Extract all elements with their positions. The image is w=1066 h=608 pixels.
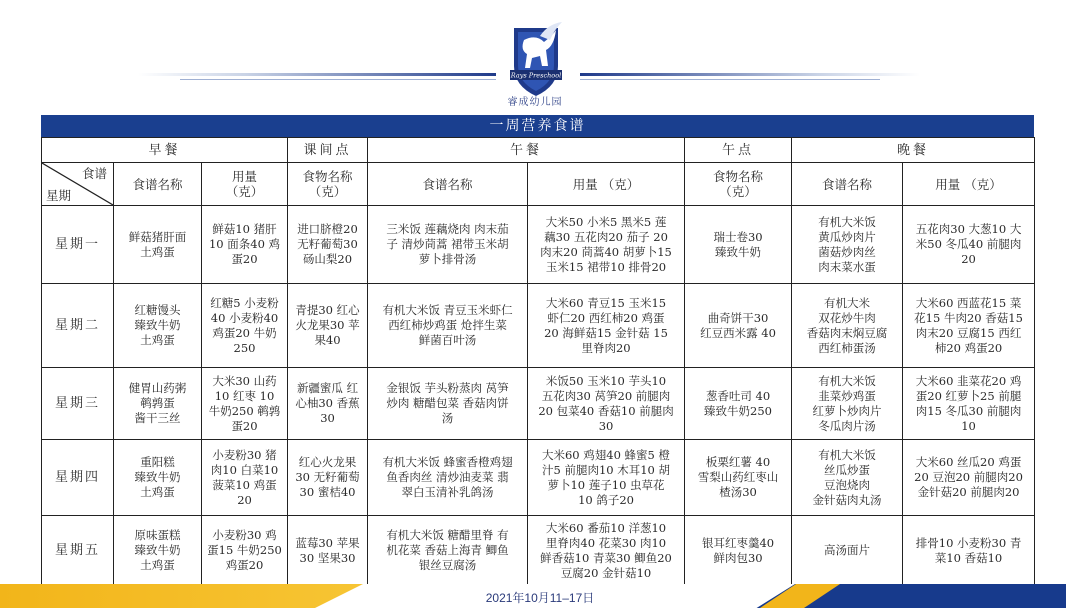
dinner-name-cell: 有机大米饭 黄瓜炒肉片 菌菇炒肉丝 肉末菜水蛋	[792, 206, 903, 284]
snack-cell: 青提30 红心 火龙果30 苹 果40	[288, 284, 368, 368]
afternoon-cell: 银耳红枣羹40 鲜肉包30	[685, 516, 792, 586]
snack-cell: 进口脐橙20 无籽葡萄30 砀山梨20	[288, 206, 368, 284]
section-afternoon: 午点	[685, 138, 792, 163]
day-cell: 星期四	[42, 440, 114, 516]
lunch-amount-cell: 大米60 鸡翅40 蜂蜜5 橙 汁5 前腿肉10 木耳10 胡 萝卜10 莲子10 虫草花 10 鸽子20	[528, 440, 685, 516]
day-row	[42, 516, 1035, 586]
breakfast-amount-cell: 红糖5 小麦粉 40 小麦粉40 鸡蛋20 牛奶 250	[202, 284, 288, 368]
breakfast-amount-cell: 大米30 山药 10 红枣 10 牛奶250 鹌鹑 蛋20	[202, 368, 288, 440]
day-row	[42, 206, 1035, 284]
header-dinner-amount: 用量 （克）	[903, 163, 1035, 206]
header-lunch-amount: 用量 （克）	[528, 163, 685, 206]
dinner-amount-cell: 大米60 丝瓜20 鸡蛋 20 豆泡20 前腿肉20 金针菇20 前腿肉20	[903, 440, 1035, 516]
day-row	[42, 368, 1035, 440]
page-title: 一周营养食谱	[41, 115, 1034, 137]
column-header-row	[42, 163, 1035, 206]
afternoon-cell: 板栗红薯 40 雪梨山药红枣山 楂汤30	[685, 440, 792, 516]
lunch-amount-cell: 大米60 番茄10 洋葱10 里脊肉40 花菜30 肉10 鲜香菇10 青菜30 鲫鱼20 豆腐20 金针菇10	[528, 516, 685, 586]
day-cell: 星期二	[42, 284, 114, 368]
day-row	[42, 284, 1035, 368]
corner-label-recipe: 食谱	[81, 166, 107, 181]
section-lunch: 午餐	[368, 138, 685, 163]
header-breakfast-name: 食谱名称	[114, 163, 202, 206]
breakfast-name-cell: 原味蛋糕 臻致牛奶 土鸡蛋	[114, 516, 202, 586]
section-snack: 课间点	[288, 138, 368, 163]
lunch-name-cell: 三米饭 莲藕烧肉 肉末茄 子 清炒茼蒿 裙带玉米胡 萝卜排骨汤	[368, 206, 528, 284]
lunch-name-cell: 有机大米饭 糖醋里脊 有 机花菜 香菇上海青 鲫鱼 银丝豆腐汤	[368, 516, 528, 586]
header-lunch-name: 食谱名称	[368, 163, 528, 206]
breakfast-name-cell: 重阳糕 臻致牛奶 土鸡蛋	[114, 440, 202, 516]
svg-text:Rays Preschool: Rays Preschool	[510, 71, 562, 80]
afternoon-cell: 瑞士卷30 臻致牛奶	[685, 206, 792, 284]
snack-cell: 新疆蜜瓜 红 心柚30 香蕉 30	[288, 368, 368, 440]
lunch-name-cell: 金银饭 芋头粉蒸肉 莴笋 炒肉 糖醋包菜 香菇肉饼 汤	[368, 368, 528, 440]
breakfast-amount-cell: 小麦粉30 猪 肉10 白菜10 菠菜10 鸡蛋 20	[202, 440, 288, 516]
lunch-amount-cell: 大米50 小米5 黑米5 莲 藕30 五花肉20 茄子 20 肉末20 茼蒿40 胡萝卜15 玉米15 裙带10 排骨20	[528, 206, 685, 284]
lunch-name-cell: 有机大米饭 青豆玉米虾仁 西红柿炒鸡蛋 炝拌生菜 鲜菌百叶汤	[368, 284, 528, 368]
day-cell: 星期五	[42, 516, 114, 586]
dinner-amount-cell: 五花肉30 大葱10 大 米50 冬瓜40 前腿肉 20	[903, 206, 1035, 284]
meal-section-row	[42, 138, 1035, 163]
menu-date-range: 2021年10月11–17日	[485, 591, 595, 605]
header-breakfast-amount: 用量 （克）	[202, 163, 288, 206]
snack-cell: 红心火龙果 30 无籽葡萄 30 蜜桔40	[288, 440, 368, 516]
day-cell: 星期三	[42, 368, 114, 440]
dinner-amount-cell: 排骨10 小麦粉30 青 菜10 香菇10	[903, 516, 1035, 586]
day-cell: 星期一	[42, 206, 114, 284]
lunch-amount-cell: 大米60 青豆15 玉米15 虾仁20 西红柿20 鸡蛋 20 海鲜菇15 金针菇 15 里脊肉20	[528, 284, 685, 368]
day-row	[42, 440, 1035, 516]
dinner-name-cell: 有机大米饭 丝瓜炒蛋 豆泡烧肉 金针菇肉丸汤	[792, 440, 903, 516]
dinner-name-cell: 有机大米 双花炒牛肉 香菇肉末焖豆腐 西红柿蛋汤	[792, 284, 903, 368]
logo-divider-left	[138, 73, 496, 76]
corner-label-weekday: 星期	[46, 188, 72, 203]
dinner-name-cell: 有机大米饭 韭菜炒鸡蛋 红萝卜炒肉片 冬瓜肉片汤	[792, 368, 903, 440]
afternoon-cell: 葱香吐司 40 臻致牛奶250	[685, 368, 792, 440]
logo-divider-right-thin	[580, 79, 880, 80]
lunch-amount-cell: 米饭50 玉米10 芋头10 五花肉30 莴笋20 前腿肉 20 包菜40 香菇10 前腿肉 30	[528, 368, 685, 440]
corner-header	[42, 163, 114, 206]
dinner-name-cell: 高汤面片	[792, 516, 903, 586]
breakfast-amount-cell: 小麦粉30 鸡 蛋15 牛奶250 鸡蛋20	[202, 516, 288, 586]
dinner-amount-cell: 大米60 西蓝花15 菜 花15 牛肉20 香菇15 肉末20 豆腐15 西红 柿20 鸡蛋20	[903, 284, 1035, 368]
breakfast-name-cell: 红糖馒头 臻致牛奶 土鸡蛋	[114, 284, 202, 368]
header-dinner-name: 食谱名称	[792, 163, 903, 206]
breakfast-name-cell: 鲜菇猪肝面 土鸡蛋	[114, 206, 202, 284]
header-afternoon-food: 食物名称 （克）	[685, 163, 792, 206]
breakfast-name-cell: 健胃山药粥 鹌鹑蛋 酱干三丝	[114, 368, 202, 440]
weekly-menu-table	[41, 137, 1035, 586]
afternoon-cell: 曲奇饼干30 红豆西米露 40	[685, 284, 792, 368]
dinner-amount-cell: 大米60 韭菜花20 鸡 蛋20 红萝卜25 前腿 肉15 冬瓜30 前腿肉 10	[903, 368, 1035, 440]
lunch-name-cell: 有机大米饭 蜂蜜香橙鸡翅 鱼香肉丝 清炒油麦菜 翡 翠白玉清补乳鸽汤	[368, 440, 528, 516]
breakfast-amount-cell: 鲜菇10 猪肝 10 面条40 鸡 蛋20	[202, 206, 288, 284]
snack-cell: 蓝莓30 苹果 30 坚果30	[288, 516, 368, 586]
logo-caption: 睿成幼儿园	[507, 97, 563, 108]
section-breakfast: 早餐	[42, 138, 288, 163]
footer-gold-stripe	[0, 584, 370, 608]
logo-divider-left-thin	[180, 79, 496, 80]
section-dinner: 晚餐	[792, 138, 1035, 163]
logo-divider-right	[580, 73, 920, 76]
header-snack-food: 食物名称 （克）	[288, 163, 368, 206]
